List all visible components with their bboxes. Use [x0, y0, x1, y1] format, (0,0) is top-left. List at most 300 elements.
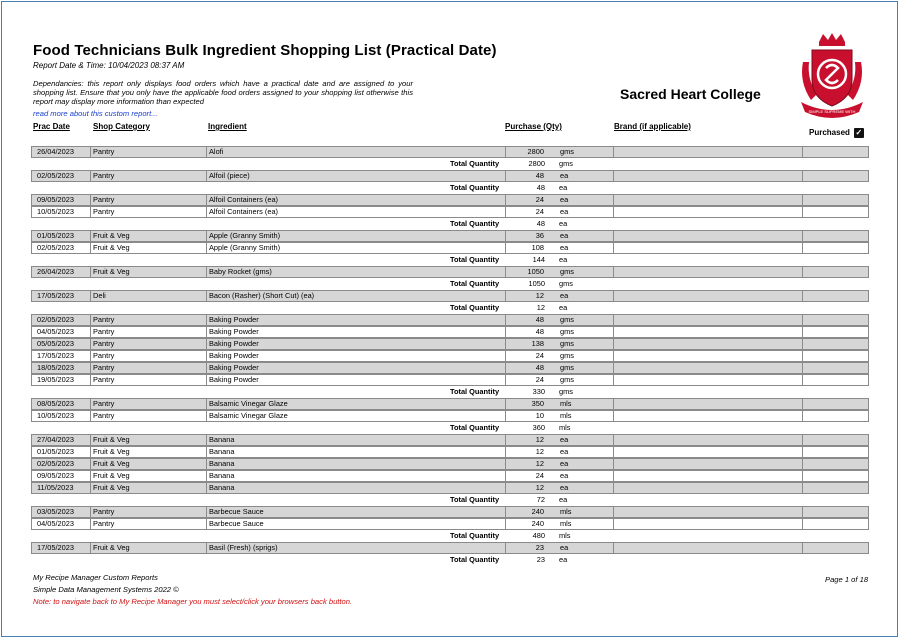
table-row — [31, 290, 869, 302]
column-divider — [90, 435, 91, 445]
total-row — [31, 218, 869, 230]
column-divider — [802, 243, 803, 253]
prac-date-cell: 26/04/2023 — [37, 147, 74, 156]
column-divider — [802, 519, 803, 529]
total-quantity-value: 48 — [536, 219, 545, 228]
total-quantity-label: Total Quantity — [450, 531, 500, 540]
column-divider — [802, 459, 803, 469]
total-row — [31, 530, 869, 542]
shop-category-cell: Pantry — [93, 375, 115, 384]
unit-cell: mls — [560, 399, 572, 408]
ingredient-cell: Banana — [209, 435, 235, 444]
column-divider — [90, 399, 91, 409]
table-row — [31, 470, 869, 482]
unit-cell: ea — [560, 447, 569, 456]
unit-cell: ea — [560, 435, 569, 444]
shop-category-cell: Pantry — [93, 195, 115, 204]
unit-cell: mls — [560, 507, 572, 516]
quantity-cell: 24 — [535, 471, 544, 480]
column-divider — [613, 363, 614, 373]
column-divider — [90, 171, 91, 181]
column-divider — [613, 231, 614, 241]
ingredient-cell: Banana — [209, 483, 235, 492]
shop-category-cell: Deli — [93, 291, 106, 300]
quantity-cell: 108 — [531, 243, 544, 252]
prac-date-cell: 01/05/2023 — [37, 447, 74, 456]
column-divider — [206, 171, 207, 181]
column-divider — [505, 243, 506, 253]
total-unit: ea — [559, 255, 568, 264]
quantity-cell: 48 — [535, 171, 544, 180]
column-divider — [206, 471, 207, 481]
column-divider — [505, 327, 506, 337]
column-divider — [613, 267, 614, 277]
column-header-brand: Brand (if applicable) — [614, 122, 691, 131]
total-unit: ea — [559, 303, 568, 312]
column-divider — [90, 543, 91, 553]
quantity-cell: 48 — [535, 315, 544, 324]
column-divider — [613, 315, 614, 325]
column-divider — [90, 375, 91, 385]
column-divider — [206, 267, 207, 277]
quantity-cell: 24 — [535, 351, 544, 360]
column-divider — [802, 267, 803, 277]
column-divider — [613, 243, 614, 253]
column-divider — [613, 435, 614, 445]
unit-cell: gms — [560, 339, 574, 348]
total-quantity-label: Total Quantity — [450, 279, 500, 288]
column-divider — [802, 339, 803, 349]
column-divider — [206, 519, 207, 529]
unit-cell: ea — [560, 543, 569, 552]
ingredient-cell: Baking Powder — [209, 315, 259, 324]
column-divider — [802, 543, 803, 553]
column-divider — [613, 507, 614, 517]
total-quantity-value: 23 — [536, 555, 545, 564]
prac-date-cell: 11/05/2023 — [37, 483, 74, 492]
total-quantity-label: Total Quantity — [450, 495, 500, 504]
column-divider — [90, 507, 91, 517]
column-divider — [505, 363, 506, 373]
page-number: Page 1 of 18 — [825, 575, 869, 584]
column-divider — [206, 207, 207, 217]
read-more-link[interactable]: read more about this custom report... — [33, 109, 158, 118]
column-divider — [505, 483, 506, 493]
shopping-list-table — [31, 146, 869, 566]
table-row — [31, 542, 869, 554]
footer-app-name: My Recipe Manager Custom Reports — [33, 573, 158, 582]
column-divider — [505, 207, 506, 217]
total-row — [31, 422, 869, 434]
purchased-toggle[interactable] — [809, 128, 864, 138]
quantity-cell: 240 — [531, 519, 544, 528]
total-unit: ea — [559, 555, 568, 564]
column-header-prac-date: Prac Date — [33, 122, 70, 131]
total-quantity-value: 330 — [532, 387, 545, 396]
footer-navigation-note: Note: to navigate back to My Recipe Manager you must select/click your browsers back button. — [33, 597, 353, 606]
table-row — [31, 146, 869, 158]
column-divider — [802, 315, 803, 325]
column-divider — [206, 435, 207, 445]
shop-category-cell: Fruit & Veg — [93, 447, 130, 456]
unit-cell: gms — [560, 315, 574, 324]
prac-date-cell: 09/05/2023 — [37, 471, 74, 480]
unit-cell: gms — [560, 375, 574, 384]
column-divider — [90, 459, 91, 469]
column-divider — [505, 267, 506, 277]
unit-cell: ea — [560, 459, 569, 468]
column-divider — [206, 231, 207, 241]
column-divider — [206, 507, 207, 517]
table-row — [31, 350, 869, 362]
table-row — [31, 242, 869, 254]
total-unit: ea — [559, 219, 568, 228]
total-row — [31, 494, 869, 506]
total-quantity-label: Total Quantity — [450, 183, 500, 192]
ingredient-cell: Baking Powder — [209, 351, 259, 360]
table-row — [31, 374, 869, 386]
total-quantity-label: Total Quantity — [450, 303, 500, 312]
column-divider — [802, 399, 803, 409]
column-divider — [206, 315, 207, 325]
column-divider — [505, 471, 506, 481]
prac-date-cell: 03/05/2023 — [37, 507, 74, 516]
purchased-checkbox[interactable]: ✓ — [855, 128, 863, 137]
column-divider — [90, 447, 91, 457]
ingredient-cell: Baby Rocket (gms) — [209, 267, 272, 276]
unit-cell: ea — [560, 231, 569, 240]
column-divider — [505, 171, 506, 181]
crest-motto-text: SIMPLE SUPREME WITH — [808, 109, 856, 114]
column-divider — [90, 147, 91, 157]
column-divider — [613, 375, 614, 385]
unit-cell: mls — [560, 411, 572, 420]
quantity-cell: 12 — [535, 291, 544, 300]
prac-date-cell: 02/05/2023 — [37, 315, 74, 324]
ingredient-cell: Balsamic Vinegar Glaze — [209, 399, 288, 408]
column-header-purchase-qty: Purchase (Qty) — [505, 122, 562, 131]
table-row — [31, 506, 869, 518]
shop-category-cell: Pantry — [93, 411, 115, 420]
table-row — [31, 338, 869, 350]
quantity-cell: 24 — [535, 207, 544, 216]
ingredient-cell: Baking Powder — [209, 375, 259, 384]
prac-date-cell: 09/05/2023 — [37, 195, 74, 204]
quantity-cell: 48 — [535, 363, 544, 372]
column-divider — [802, 483, 803, 493]
prac-date-cell: 10/05/2023 — [37, 411, 74, 420]
quantity-cell: 12 — [535, 459, 544, 468]
total-quantity-value: 72 — [536, 495, 545, 504]
column-divider — [90, 483, 91, 493]
total-quantity-label: Total Quantity — [450, 423, 500, 432]
ingredient-cell: Banana — [209, 471, 235, 480]
column-divider — [90, 207, 91, 217]
quantity-cell: 48 — [535, 327, 544, 336]
column-divider — [613, 447, 614, 457]
total-quantity-value: 48 — [536, 183, 545, 192]
unit-cell: ea — [560, 243, 569, 252]
total-row — [31, 554, 869, 566]
total-row — [31, 182, 869, 194]
table-row — [31, 446, 869, 458]
total-row — [31, 254, 869, 266]
column-divider — [206, 411, 207, 421]
shop-category-cell: Fruit & Veg — [93, 435, 130, 444]
column-divider — [613, 411, 614, 421]
unit-cell: ea — [560, 291, 569, 300]
column-divider — [206, 327, 207, 337]
quantity-cell: 350 — [531, 399, 544, 408]
shop-category-cell: Pantry — [93, 339, 115, 348]
column-divider — [505, 315, 506, 325]
column-divider — [802, 375, 803, 385]
prac-date-cell: 04/05/2023 — [37, 327, 74, 336]
prac-date-cell: 02/05/2023 — [37, 171, 74, 180]
column-divider — [613, 459, 614, 469]
quantity-cell: 24 — [535, 195, 544, 204]
column-divider — [90, 267, 91, 277]
unit-cell: gms — [560, 267, 574, 276]
column-divider — [90, 315, 91, 325]
column-divider — [90, 339, 91, 349]
total-quantity-label: Total Quantity — [450, 555, 500, 564]
ingredient-cell: Alfoil (piece) — [209, 171, 250, 180]
shop-category-cell: Fruit & Veg — [93, 471, 130, 480]
column-divider — [206, 351, 207, 361]
ingredient-cell: Baking Powder — [209, 327, 259, 336]
quantity-cell: 240 — [531, 507, 544, 516]
table-row — [31, 314, 869, 326]
ingredient-cell: Alfoil Containers (ea) — [209, 195, 279, 204]
quantity-cell: 24 — [535, 375, 544, 384]
quantity-cell: 138 — [531, 339, 544, 348]
college-name: Sacred Heart College — [620, 86, 761, 102]
total-unit: mls — [559, 531, 571, 540]
total-unit: ea — [559, 183, 568, 192]
quantity-cell: 12 — [535, 447, 544, 456]
prac-date-cell: 01/05/2023 — [37, 231, 74, 240]
quantity-cell: 23 — [535, 543, 544, 552]
column-divider — [613, 195, 614, 205]
column-divider — [505, 507, 506, 517]
shop-category-cell: Fruit & Veg — [93, 231, 130, 240]
prac-date-cell: 05/05/2023 — [37, 339, 74, 348]
ingredient-cell: Baking Powder — [209, 339, 259, 348]
total-quantity-value: 2800 — [528, 159, 545, 168]
column-divider — [613, 519, 614, 529]
total-quantity-value: 360 — [532, 423, 545, 432]
report-title: Food Technicians Bulk Ingredient Shopping List (Practical Date) — [33, 42, 497, 59]
column-divider — [802, 207, 803, 217]
total-row — [31, 386, 869, 398]
column-divider — [90, 351, 91, 361]
prac-date-cell: 02/05/2023 — [37, 459, 74, 468]
prac-date-cell: 18/05/2023 — [37, 363, 74, 372]
table-row — [31, 362, 869, 374]
total-quantity-value: 480 — [532, 531, 545, 540]
table-row — [31, 194, 869, 206]
unit-cell: ea — [560, 195, 569, 204]
table-row — [31, 458, 869, 470]
column-divider — [802, 435, 803, 445]
column-divider — [613, 147, 614, 157]
column-divider — [802, 507, 803, 517]
ingredient-cell: Alofi — [209, 147, 224, 156]
column-divider — [206, 363, 207, 373]
column-divider — [613, 339, 614, 349]
table-row — [31, 518, 869, 530]
column-divider — [613, 291, 614, 301]
column-divider — [206, 483, 207, 493]
prac-date-cell: 04/05/2023 — [37, 519, 74, 528]
column-divider — [90, 363, 91, 373]
column-divider — [613, 483, 614, 493]
column-divider — [206, 399, 207, 409]
column-divider — [505, 459, 506, 469]
prac-date-cell: 10/05/2023 — [37, 207, 74, 216]
column-divider — [613, 207, 614, 217]
unit-cell: mls — [560, 519, 572, 528]
quantity-cell: 12 — [535, 483, 544, 492]
shop-category-cell: Fruit & Veg — [93, 543, 130, 552]
prac-date-cell: 27/04/2023 — [37, 435, 74, 444]
prac-date-cell: 02/05/2023 — [37, 243, 74, 252]
table-row — [31, 410, 869, 422]
column-header-shop-category: Shop Category — [93, 122, 150, 131]
prac-date-cell: 08/05/2023 — [37, 399, 74, 408]
column-divider — [802, 447, 803, 457]
dependencies-note: Dependancies: this report only displays food orders which have a practical date and are assigned to your shopping list. Ensure that you only have the applicable food orders assigned to your shopping list otherwise this report may display more information than expected — [33, 79, 413, 106]
quantity-cell: 1050 — [527, 267, 544, 276]
table-row — [31, 230, 869, 242]
shop-category-cell: Pantry — [93, 207, 115, 216]
total-unit: gms — [559, 159, 573, 168]
column-divider — [505, 231, 506, 241]
unit-cell: ea — [560, 471, 569, 480]
column-divider — [802, 291, 803, 301]
total-quantity-value: 12 — [536, 303, 545, 312]
column-divider — [90, 195, 91, 205]
prac-date-cell: 19/05/2023 — [37, 375, 74, 384]
total-row — [31, 158, 869, 170]
total-row — [31, 278, 869, 290]
column-divider — [613, 543, 614, 553]
shop-category-cell: Pantry — [93, 315, 115, 324]
total-quantity-label: Total Quantity — [450, 387, 500, 396]
column-divider — [505, 411, 506, 421]
ingredient-cell: Barbecue Sauce — [209, 507, 264, 516]
column-divider — [802, 231, 803, 241]
column-divider — [505, 399, 506, 409]
table-row — [31, 398, 869, 410]
column-divider — [802, 327, 803, 337]
column-divider — [505, 435, 506, 445]
quantity-cell: 12 — [535, 435, 544, 444]
total-unit: mls — [559, 423, 571, 432]
quantity-cell: 10 — [535, 411, 544, 420]
prac-date-cell: 17/05/2023 — [37, 351, 74, 360]
total-quantity-label: Total Quantity — [450, 255, 500, 264]
total-quantity-value: 144 — [532, 255, 545, 264]
college-crest-logo — [797, 32, 867, 122]
column-divider — [613, 327, 614, 337]
column-header-ingredient: Ingredient — [208, 122, 247, 131]
column-divider — [802, 195, 803, 205]
column-divider — [613, 351, 614, 361]
unit-cell: gms — [560, 327, 574, 336]
shop-category-cell: Pantry — [93, 351, 115, 360]
unit-cell: ea — [560, 207, 569, 216]
column-divider — [613, 399, 614, 409]
quantity-cell: 2800 — [527, 147, 544, 156]
shop-category-cell: Pantry — [93, 399, 115, 408]
column-divider — [206, 243, 207, 253]
column-divider — [505, 351, 506, 361]
ingredient-cell: Bacon (Rasher) (Short Cut) (ea) — [209, 291, 315, 300]
table-row — [31, 482, 869, 494]
column-divider — [802, 471, 803, 481]
table-row — [31, 326, 869, 338]
shop-category-cell: Pantry — [93, 507, 115, 516]
column-divider — [206, 291, 207, 301]
column-divider — [206, 447, 207, 457]
shop-category-cell: Fruit & Veg — [93, 459, 130, 468]
ingredient-cell: Banana — [209, 447, 235, 456]
column-divider — [90, 327, 91, 337]
shop-category-cell: Fruit & Veg — [93, 243, 130, 252]
column-divider — [802, 411, 803, 421]
table-row — [31, 266, 869, 278]
column-divider — [206, 375, 207, 385]
table-row — [31, 434, 869, 446]
footer-company: Simple Data Management Systems 2022 © — [33, 585, 179, 594]
column-divider — [613, 171, 614, 181]
table-row — [31, 170, 869, 182]
unit-cell: gms — [560, 351, 574, 360]
column-divider — [206, 195, 207, 205]
column-divider — [206, 459, 207, 469]
ingredient-cell: Baking Powder — [209, 363, 259, 372]
quantity-cell: 36 — [535, 231, 544, 240]
total-unit: gms — [559, 279, 573, 288]
column-divider — [90, 231, 91, 241]
column-divider — [206, 147, 207, 157]
unit-cell: gms — [560, 147, 574, 156]
column-divider — [802, 147, 803, 157]
column-divider — [505, 339, 506, 349]
report-date: Report Date & Time: 10/04/2023 08:37 AM — [33, 61, 185, 70]
column-divider — [90, 519, 91, 529]
column-divider — [613, 471, 614, 481]
column-divider — [802, 351, 803, 361]
shop-category-cell: Fruit & Veg — [93, 483, 130, 492]
shop-category-cell: Pantry — [93, 519, 115, 528]
shop-category-cell: Fruit & Veg — [93, 267, 130, 276]
column-divider — [505, 147, 506, 157]
total-unit: gms — [559, 387, 573, 396]
total-row — [31, 302, 869, 314]
column-divider — [505, 375, 506, 385]
purchased-label: Purchased — [809, 128, 850, 138]
column-divider — [505, 519, 506, 529]
unit-cell: ea — [560, 483, 569, 492]
ingredient-cell: Alfoil Containers (ea) — [209, 207, 279, 216]
unit-cell: ea — [560, 171, 569, 180]
ingredient-cell: Basil (Fresh) (sprigs) — [209, 543, 278, 552]
table-row — [31, 206, 869, 218]
column-divider — [206, 543, 207, 553]
